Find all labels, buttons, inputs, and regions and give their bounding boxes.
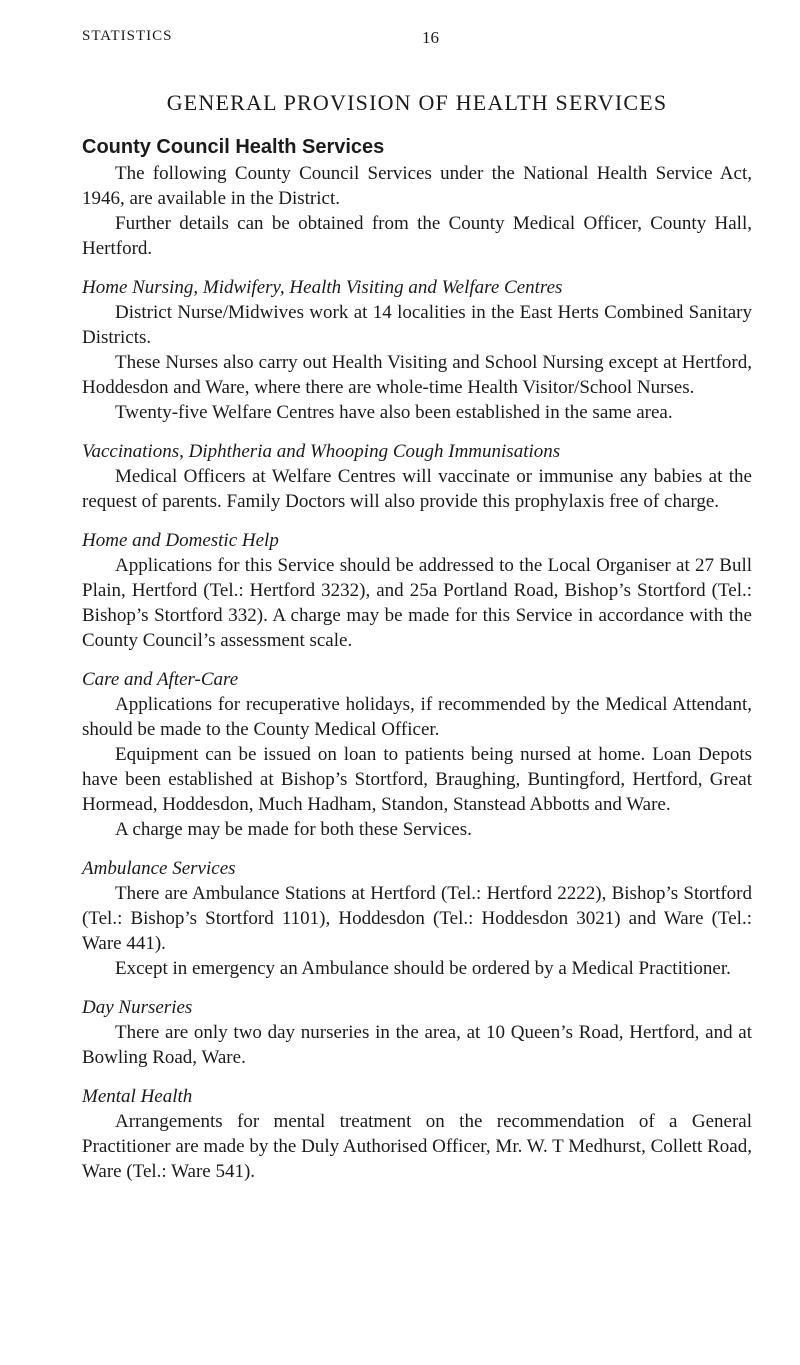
paragraph: Arrangements for mental treatment on the recommendation of a General Practitioner are made by the Duly Authorised Officer, Mr. W. T Medhurst, Collett Road, Ware (Tel.: Ware 541).	[82, 1111, 752, 1182]
page-title: GENERAL PROVISION OF HEALTH SERVICES	[166, 90, 668, 115]
section-home-nursing	[82, 275, 752, 425]
paragraph: Except in emergency an Ambulance should be ordered by a Medical Practitioner.	[115, 958, 731, 979]
paragraph: These Nurses also carry out Health Visiting and School Nursing except at Hertford, Hoddesdon and Ware, where there are whole-time Health Visitor/School Nurses.	[82, 352, 752, 398]
section-heading: Day Nurseries	[82, 997, 193, 1018]
page-number: 16	[422, 28, 439, 47]
paragraph: Equipment can be issued on loan to patients being nursed at home. Loan Depots have been established at Bishop’s Stortford, Braughing, Buntingford, Hertford, Great Hormead, Hoddesdon, Much Hadham, Standon, Stanstead Abbotts and Ware.	[82, 744, 752, 815]
paragraph: Applications for recuperative holidays, if recommended by the Medical Attendant, should be made to the County Medical Officer.	[82, 694, 752, 740]
paragraph: Medical Officers at Welfare Centres will vaccinate or immunise any babies at the request of parents. Family Doctors will also provide this prophylaxis free of charge.	[82, 466, 752, 512]
section-domestic-help	[82, 528, 752, 653]
section-heading: Ambulance Services	[82, 858, 236, 879]
section-heading: Home and Domestic Help	[82, 530, 279, 551]
section-ambulance	[82, 856, 752, 981]
paragraph: A charge may be made for both these Services.	[115, 819, 472, 840]
paragraph: There are Ambulance Stations at Hertford (Tel.: Hertford 2222), Bishop’s Stortford (Tel.: Bishop’s Stortford 1101), Hoddesdon (Tel.: Hoddesdon 3021) and Ware (Tel.: Ware 441).	[82, 883, 752, 954]
section-subtitle: County Council Health Services	[82, 136, 385, 158]
section-day-nurseries	[82, 995, 752, 1070]
paragraph: The following County Council Services under the National Health Service Act, 1946, are available in the District.	[82, 163, 752, 209]
paragraph: Further details can be obtained from the County Medical Officer, County Hall, Hertford.	[82, 213, 752, 259]
section-heading: Care and After-Care	[82, 669, 239, 690]
section-after-care	[82, 667, 752, 842]
paragraph: Applications for this Service should be addressed to the Local Organiser at 27 Bull Plain, Hertford (Tel.: Hertford 3232), and 25a Portland Road, Bishop’s Stortford (Tel.: Bishop’s Stortford 332). A charge may be made for this Service in accordance with the County Council’s assessment scale.	[82, 555, 752, 651]
section-mental-health	[82, 1084, 752, 1184]
paragraph: District Nurse/Midwives work at 14 localities in the East Herts Combined Sanitary Districts.	[82, 302, 752, 348]
intro-block	[82, 161, 752, 261]
paragraph: Twenty-five Welfare Centres have also been established in the same area.	[115, 402, 673, 423]
section-vaccinations	[82, 439, 752, 514]
section-heading: Mental Health	[82, 1086, 193, 1107]
running-header	[82, 28, 752, 50]
section-heading: Vaccinations, Diphtheria and Whooping Cough Immunisations	[82, 441, 561, 462]
section-heading: Home Nursing, Midwifery, Health Visiting and Welfare Centres	[82, 277, 563, 298]
header-section-label: STATISTICS	[82, 28, 173, 44]
paragraph: There are only two day nurseries in the area, at 10 Queen’s Road, Hertford, and at Bowling Road, Ware.	[82, 1022, 752, 1068]
